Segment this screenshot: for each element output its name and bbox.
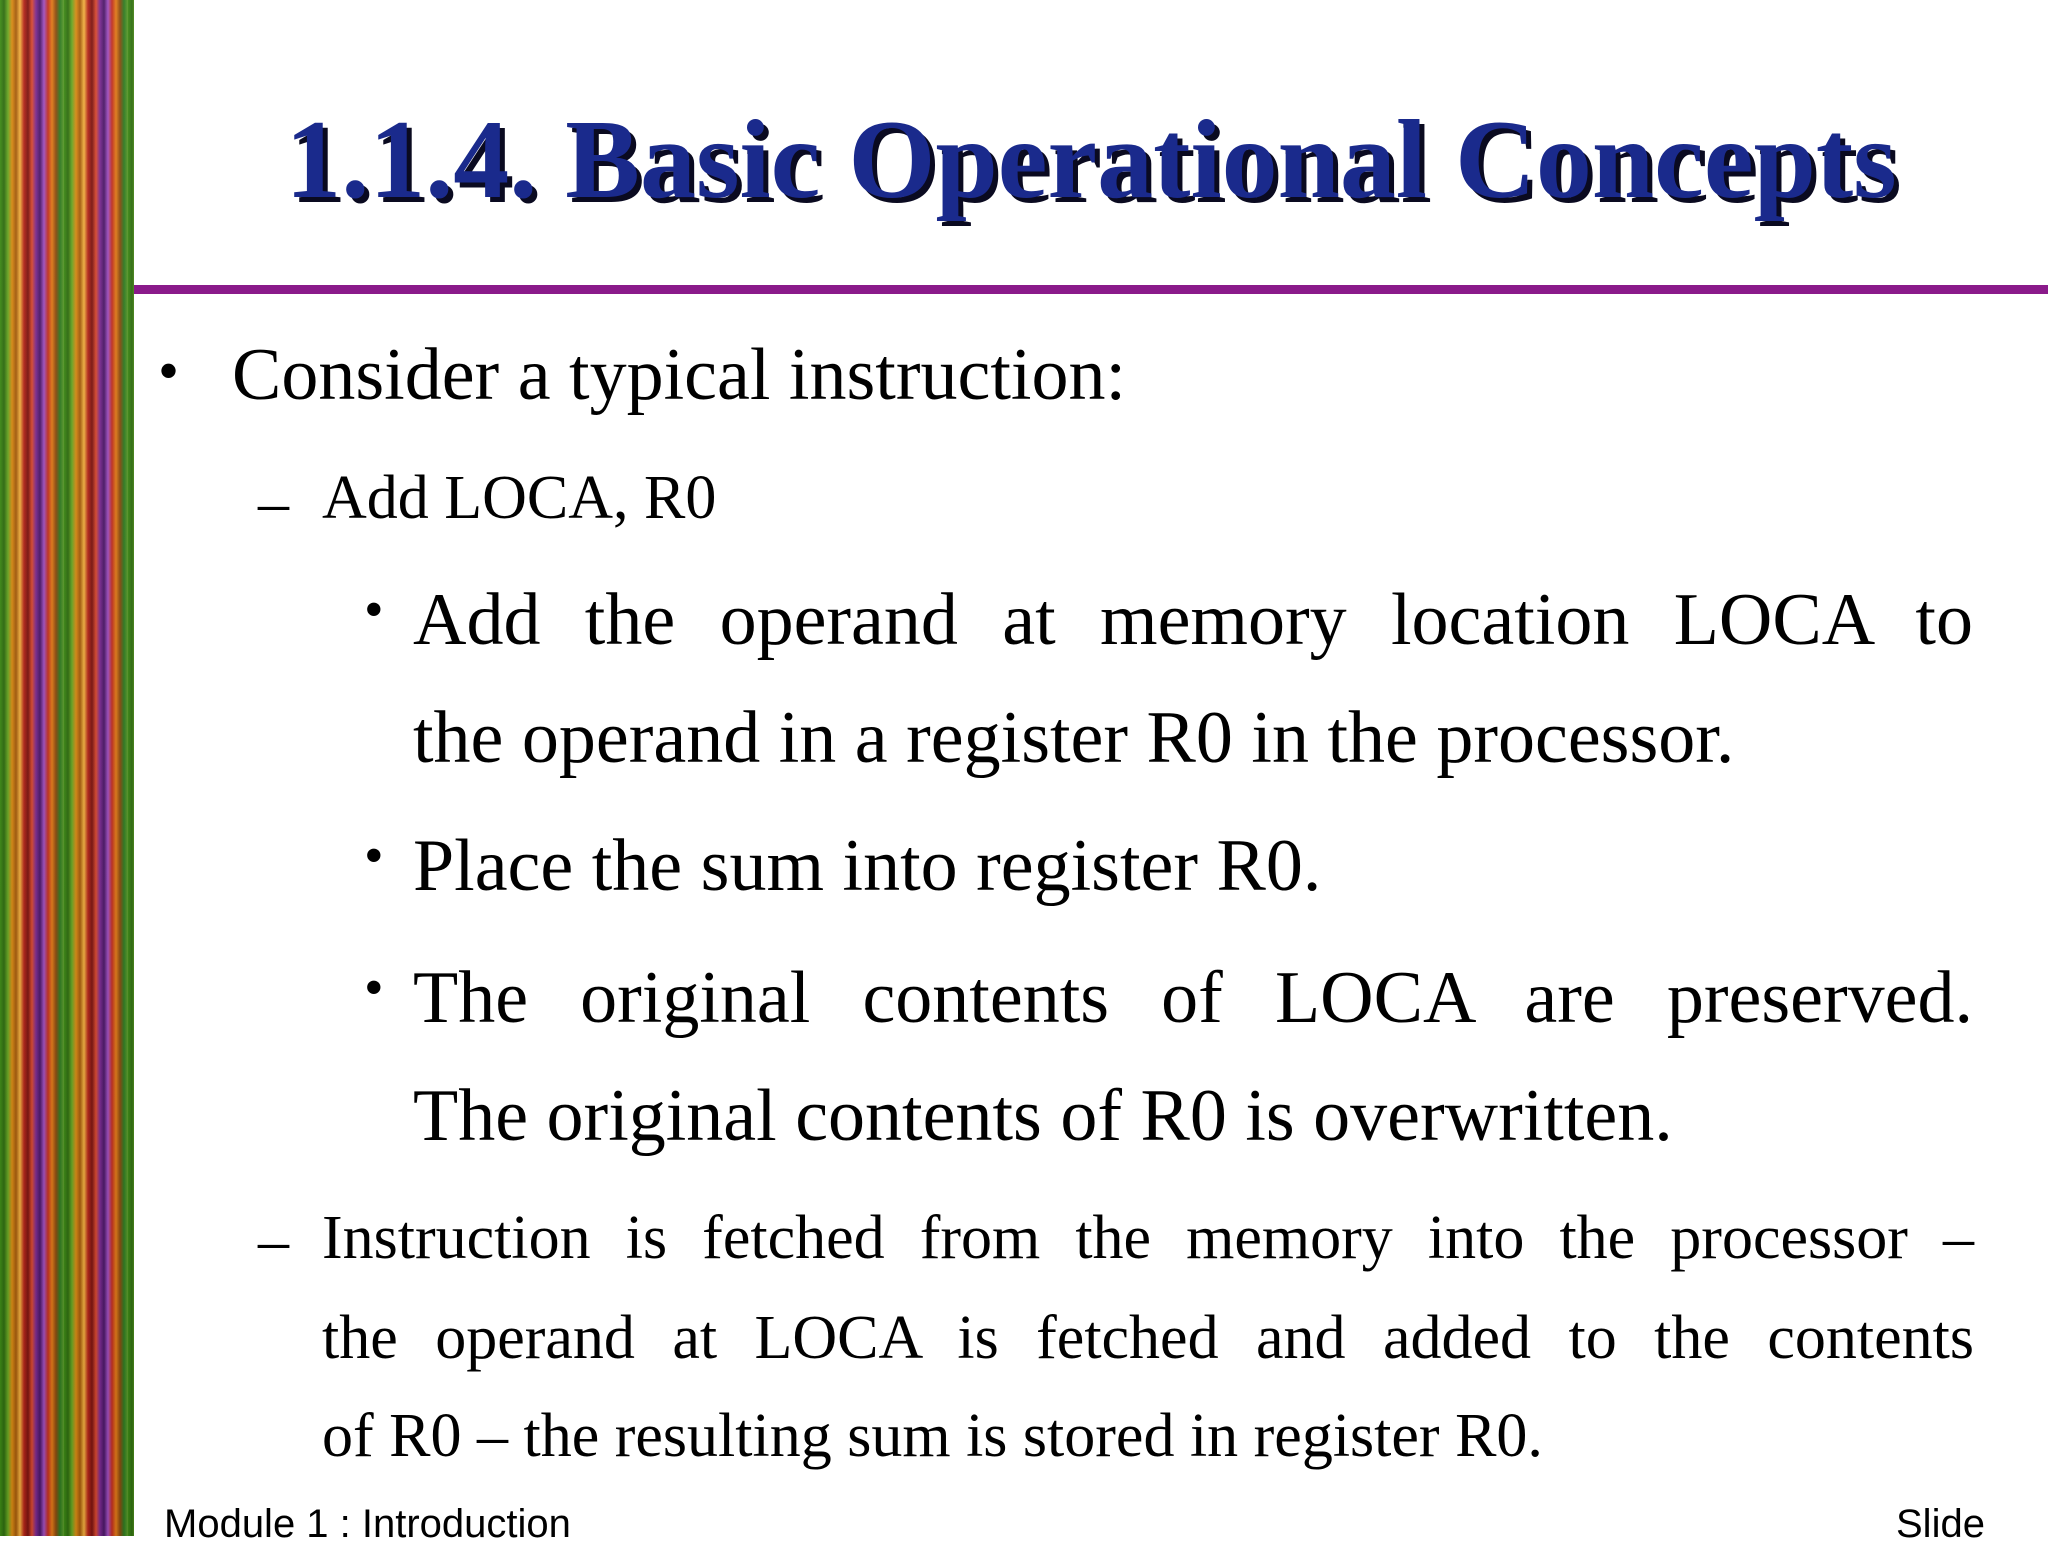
point-add-operand-line2: the operand in a register R0 in the processor. xyxy=(413,697,1735,779)
dash-marker: – xyxy=(258,1207,289,1275)
footer-module-label: Module 1 : Introduction xyxy=(164,1502,571,1546)
point-fetch-line1: Instruction is fetched from the memory into the processor – xyxy=(322,1204,1974,1272)
sub-bullet-marker: • xyxy=(364,957,384,1019)
point-consider: Consider a typical instruction: xyxy=(232,334,1126,416)
point-fetch-line3: of R0 – the resulting sum is stored in register R0. xyxy=(322,1402,1543,1470)
bullet-marker: • xyxy=(158,338,180,404)
point-place-sum: Place the sum into register R0. xyxy=(413,825,1322,907)
slide-title: 1.1.4. Basic Operational Concepts xyxy=(285,98,1897,222)
sub-bullet-marker: • xyxy=(364,825,384,887)
point-instruction: Add LOCA, R0 xyxy=(322,464,717,532)
point-preserved-line1: The original contents of LOCA are preserved. xyxy=(413,957,1973,1039)
point-add-operand-line1: Add the operand at memory location LOCA to xyxy=(413,579,1973,661)
point-preserved-line2: The original contents of R0 is overwritten. xyxy=(413,1075,1673,1157)
dash-marker: – xyxy=(258,469,289,537)
sub-bullet-marker: • xyxy=(364,579,384,641)
point-fetch-line2: the operand at LOCA is fetched and added to the contents xyxy=(322,1304,1974,1372)
footer-slide-label: Slide xyxy=(1896,1502,1985,1546)
